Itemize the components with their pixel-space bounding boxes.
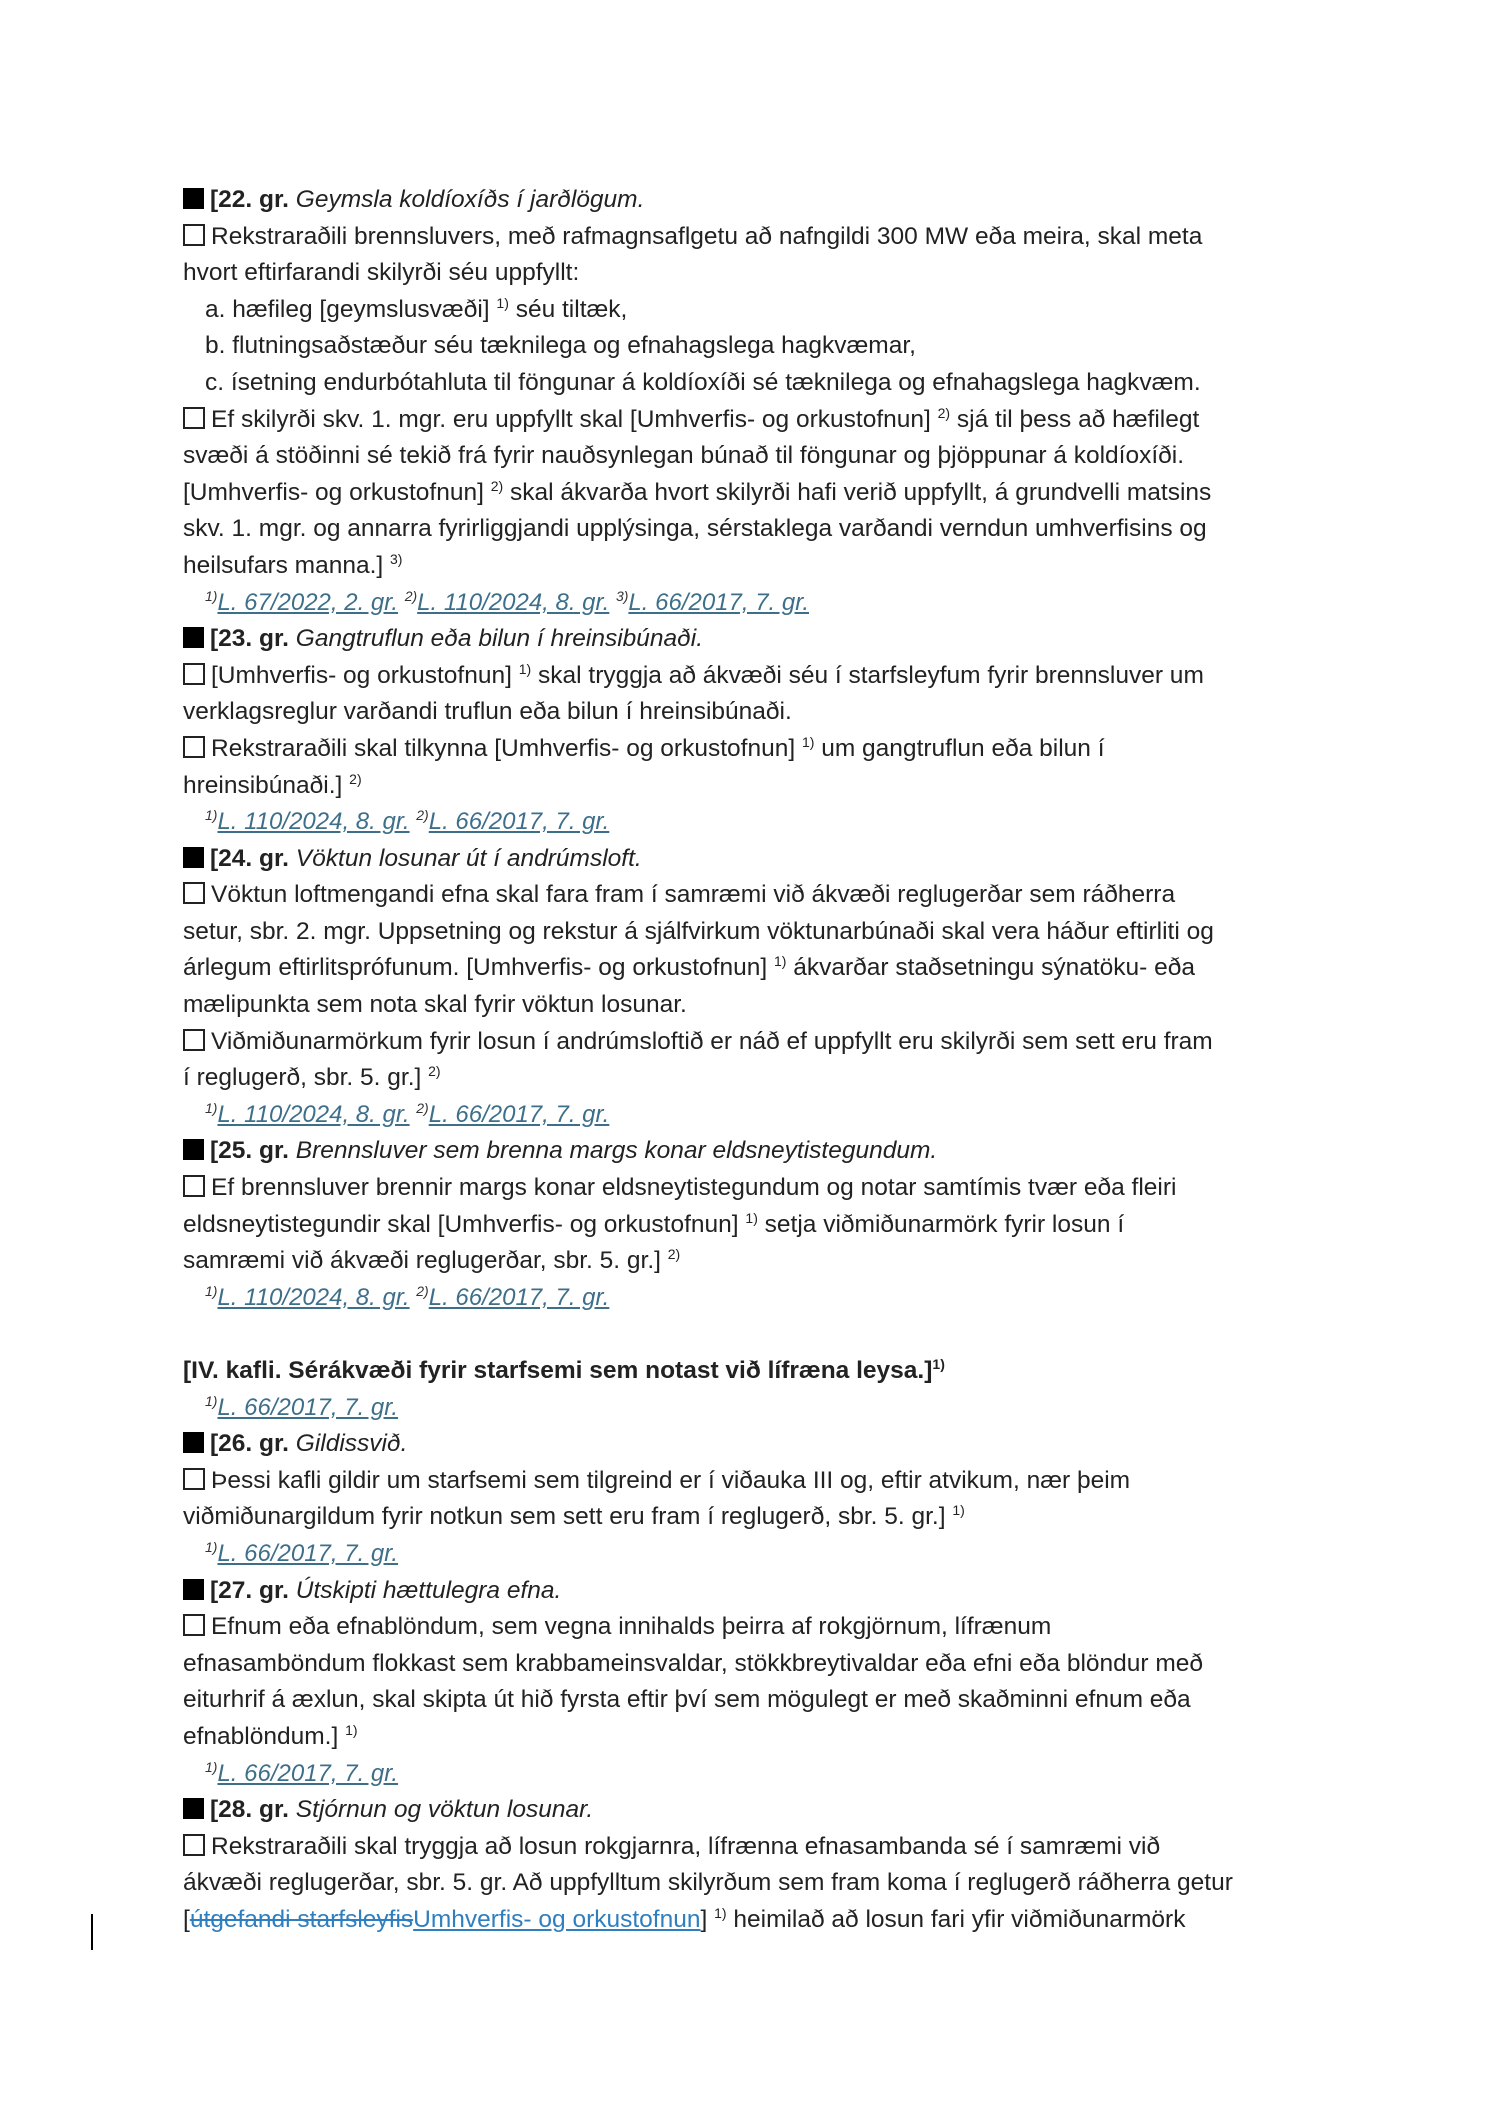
text-line: efnablöndum.] $^{1)}$ — [183, 1721, 358, 1750]
ref-link[interactable]: L. 110/2024, 8. gr. — [217, 1100, 410, 1128]
empty-square-icon — [183, 1468, 205, 1490]
list-item: c. ísetning endurbótahluta til föngunar á koldíoxíði sé tæknilega og efnahagslega hagkvæm. — [205, 368, 1201, 396]
text-line: ákvæði reglugerðar, sbr. 5. gr. Að uppfylltum skilyrðum sem fram koma í reglugerð ráðherra getur — [183, 1869, 1233, 1897]
article-28-heading: [28. gr. Stjórnun og vöktun losunar. — [183, 1792, 1343, 1829]
paragraph: Rekstraraðili skal tryggja að losun rokgjarnra, lífrænna efnasambanda sé í samræmi við — [183, 1829, 1343, 1866]
empty-square-icon — [183, 1029, 205, 1051]
paragraph: Efnum eða efnablöndum, sem vegna innihalds þeirra af rokgjörnum, lífrænum — [183, 1609, 1343, 1646]
ref-link[interactable]: L. 110/2024, 8. gr. — [217, 1283, 410, 1311]
empty-square-icon — [183, 1614, 205, 1636]
article-25-heading: [25. gr. Brennsluver sem brenna margs konar eldsneytistegundum. — [183, 1133, 1343, 1170]
paragraph: Þessi kafli gildir um starfsemi sem tilgreind er í viðauka III og, eftir atvikum, nær þeim — [183, 1463, 1343, 1500]
text-line: í reglugerð, sbr. 5. gr.] $^{2)}$ — [183, 1063, 441, 1092]
ref-link[interactable]: L. 67/2022, 2. gr. — [217, 588, 399, 616]
article-22-heading: [22. gr. Geymsla koldíoxíðs í jarðlögum. — [183, 182, 1343, 219]
paragraph: Viðmiðunarmörkum fyrir losun í andrúmsloftið er náð ef uppfyllt eru skilyrði sem sett eru fram — [183, 1024, 1343, 1061]
chapter-heading: [IV. kafli. Sérákvæði fyrir starfsemi sem notast við lífræna leysa.]$^{1)}$ — [183, 1355, 945, 1384]
ref-link[interactable]: L. 66/2017, 7. gr. — [428, 1100, 610, 1128]
paragraph: Rekstraraðili brennsluvers, með rafmagnsaflgetu að nafngildi 300 MW eða meira, skal meta — [183, 219, 1343, 256]
filled-square-icon — [183, 627, 204, 648]
article-24-heading: [24. gr. Vöktun losunar út í andrúmsloft. — [183, 841, 1343, 878]
ref-link[interactable]: L. 110/2024, 8. gr. — [217, 808, 410, 836]
empty-square-icon — [183, 882, 205, 904]
text-line: samræmi við ákvæði reglugerðar, sbr. 5. gr.] $^{2)}$ — [183, 1246, 681, 1275]
filled-square-icon — [183, 1798, 204, 1819]
text-line: mælipunkta sem nota skal fyrir vöktun losunar. — [183, 991, 687, 1019]
text-line: skv. 1. mgr. og annarra fyrirliggjandi upplýsinga, sérstaklega varðandi verndun umhverfisins og — [183, 515, 1207, 543]
text-line: eldsneytistegundir skal [Umhverfis- og orkustofnun] $^{1)}$ setja viðmiðunarmörk fyrir losun í — [183, 1209, 1125, 1238]
article-23-heading: [23. gr. Gangtruflun eða bilun í hreinsibúnaði. — [183, 621, 1343, 658]
footnote-refs: $^{1)}$L. 66/2017, 7. gr. — [205, 1538, 399, 1567]
filled-square-icon — [183, 1579, 204, 1600]
empty-square-icon — [183, 736, 205, 758]
ref-link[interactable]: L. 110/2024, 8. gr. — [417, 588, 610, 616]
document-page — [183, 182, 1343, 1939]
ref-link[interactable]: L. 66/2017, 7. gr. — [428, 808, 610, 836]
deleted-text: útgefandi starfsleyfis — [189, 1905, 414, 1933]
footnote-refs: $^{1)}$L. 110/2024, 8. gr. $^{2)}$L. 66/2017, 7. gr. — [205, 807, 610, 836]
text-line: viðmiðunargildum fyrir notkun sem sett eru fram í reglugerð, sbr. 5. gr.] $^{1)}$ — [183, 1502, 965, 1531]
text-line: eiturhrif á æxlun, skal skipta út hið fyrsta eftir því sem mögulegt er með skaðminni efnum eða — [183, 1686, 1191, 1714]
filled-square-icon — [183, 188, 204, 209]
empty-square-icon — [183, 407, 205, 429]
empty-square-icon — [183, 1834, 205, 1856]
text-line: verklagsreglur varðandi truflun eða bilun í hreinsibúnaði. — [183, 698, 792, 726]
footnote-refs: $^{1)}$L. 67/2022, 2. gr. $^{2)}$L. 110/2024, 8. gr. $^{3)}$L. 66/2017, 7. gr. — [205, 587, 809, 616]
text-line: [Umhverfis- og orkustofnun] $^{2)}$ skal ákvarða hvort skilyrði hafi verið uppfyllt, á grundvelli matsins — [183, 477, 1212, 506]
article-27-heading: [27. gr. Útskipti hættulegra efna. — [183, 1573, 1343, 1610]
paragraph: Vöktun loftmengandi efna skal fara fram í samræmi við ákvæði reglugerðar sem ráðherra — [183, 877, 1343, 914]
empty-square-icon — [183, 224, 205, 246]
ref-link[interactable]: L. 66/2017, 7. gr. — [217, 1539, 399, 1567]
spacer — [183, 1316, 1343, 1353]
inserted-text: Umhverfis- og orkustofnun — [413, 1905, 701, 1933]
ref-link[interactable]: L. 66/2017, 7. gr. — [628, 588, 809, 616]
footnote-refs: $^{1)}$L. 110/2024, 8. gr. $^{2)}$L. 66/2017, 7. gr. — [205, 1282, 610, 1311]
ref-link[interactable]: L. 66/2017, 7. gr. — [428, 1283, 610, 1311]
empty-square-icon — [183, 1175, 205, 1197]
text-line: efnasamböndum flokkast sem krabbameinsvaldar, stökkbreytivaldar eða efni eða blöndur með — [183, 1649, 1204, 1677]
text-line: hvort eftirfarandi skilyrði séu uppfyllt: — [183, 259, 580, 287]
text-line: heilsufars manna.] $^{3)}$ — [183, 550, 403, 579]
paragraph: [Umhverfis- og orkustofnun] $^{1)}$ skal tryggja að ákvæði séu í starfsleyfum fyrir brennsluver um — [183, 658, 1343, 695]
text-line: hreinsibúnaði.] $^{2)}$ — [183, 770, 362, 799]
list-item: a. hæfileg [geymslusvæði] $^{1)}$ séu tiltæk, — [205, 294, 628, 323]
ref-link[interactable]: L. 66/2017, 7. gr. — [217, 1393, 399, 1421]
article-26-heading: [26. gr. Gildissvið. — [183, 1426, 1343, 1463]
filled-square-icon — [183, 1432, 204, 1453]
footnote-refs: $^{1)}$L. 66/2017, 7. gr. — [205, 1758, 399, 1787]
change-bar — [91, 1914, 93, 1950]
text-line: árlegum eftirlitsprófunum. [Umhverfis- og orkustofnun] $^{1)}$ ákvarðar staðsetningu sýnatöku- eða — [183, 953, 1196, 982]
paragraph: Ef brennsluver brennir margs konar eldsneytistegundum og notar samtímis tvær eða fleiri — [183, 1170, 1343, 1207]
text-line: setur, sbr. 2. mgr. Uppsetning og rekstur á sjálfvirkum vöktunarbúnaði skal vera háður eftirliti og — [183, 917, 1214, 945]
text-line-tracked-change: [útgefandi starfsleyfisUmhverfis- og orkustofnun] $^{1)}$ heimilað að losun fari yfir viðmiðunarmörk — [183, 1904, 1186, 1933]
list-item: b. flutningsaðstæður séu tæknilega og efnahagslega hagkvæmar, — [205, 332, 916, 360]
footnote-refs: $^{1)}$L. 110/2024, 8. gr. $^{2)}$L. 66/2017, 7. gr. — [205, 1099, 610, 1128]
empty-square-icon — [183, 663, 205, 685]
ref-link[interactable]: L. 66/2017, 7. gr. — [217, 1759, 399, 1787]
paragraph: Rekstraraðili skal tilkynna [Umhverfis- og orkustofnun] $^{1)}$ um gangtruflun eða bilun í — [183, 731, 1343, 768]
filled-square-icon — [183, 847, 204, 868]
text-line: svæði á stöðinni sé tekið frá fyrir nauðsynlegan búnað til föngunar og þjöppunar á koldíoxíði. — [183, 442, 1185, 470]
footnote-refs: $^{1)}$L. 66/2017, 7. gr. — [205, 1392, 399, 1421]
filled-square-icon — [183, 1139, 204, 1160]
paragraph: Ef skilyrði skv. 1. mgr. eru uppfyllt skal [Umhverfis- og orkustofnun] $^{2)}$ sjá til þess að hæfilegt — [183, 402, 1343, 439]
